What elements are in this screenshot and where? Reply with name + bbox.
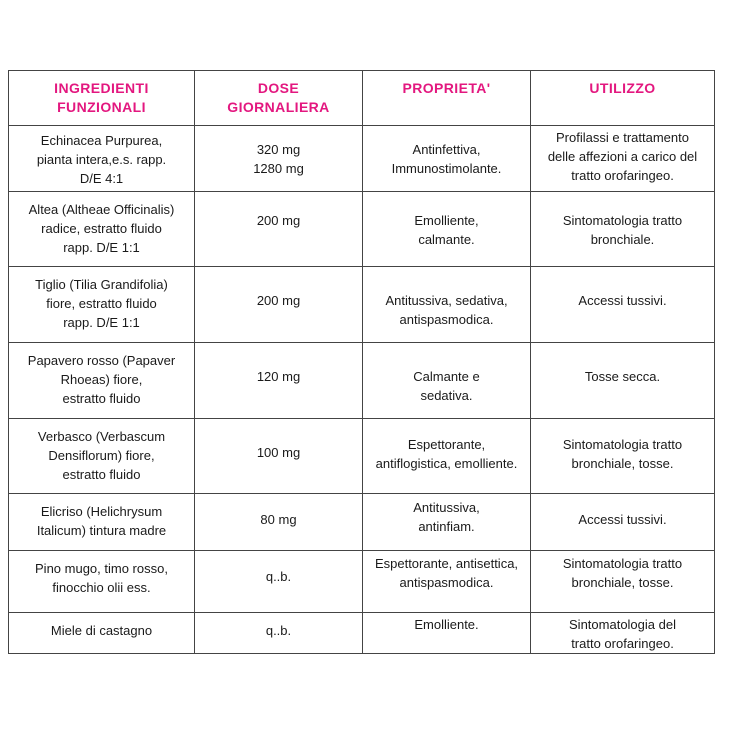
table-body bbox=[9, 126, 715, 654]
properties-cell bbox=[363, 267, 531, 343]
ingredient-cell bbox=[9, 267, 195, 343]
header-ingredients bbox=[9, 71, 195, 126]
table-row bbox=[9, 343, 715, 419]
ingredient-cell-text: Papavero rosso (Papaver Rhoeas) fiore, estratto fluido bbox=[27, 353, 176, 406]
ingredient-cell-text: Echinacea Purpurea, pianta intera,e.s. rapp. D/E 4:1 bbox=[36, 133, 167, 186]
ingredient-cell bbox=[9, 192, 195, 267]
dose-cell bbox=[195, 192, 363, 267]
usage-cell-text: Sintomatologia tratto bronchiale. bbox=[562, 213, 683, 247]
usage-cell bbox=[531, 551, 715, 613]
ingredient-cell bbox=[9, 419, 195, 494]
table-row bbox=[9, 192, 715, 267]
properties-cell bbox=[363, 126, 531, 192]
ingredients-table bbox=[8, 70, 715, 654]
dose-cell-text: 200 mg bbox=[256, 293, 301, 308]
usage-cell-text: Sintomatologia del tratto orofaringeo. bbox=[569, 617, 676, 651]
usage-cell bbox=[531, 343, 715, 419]
dose-cell-text: 120 mg bbox=[256, 369, 301, 384]
properties-cell-text: Espettorante, antiflogistica, emolliente. bbox=[375, 437, 518, 471]
dose-cell bbox=[195, 494, 363, 551]
table-row bbox=[9, 613, 715, 654]
properties-cell-text: Antinfettiva, Immunostimolante. bbox=[391, 142, 502, 176]
dose-cell bbox=[195, 613, 363, 654]
table-row bbox=[9, 267, 715, 343]
header-usage bbox=[531, 71, 715, 126]
properties-cell-text: Emolliente. bbox=[414, 617, 479, 632]
ingredient-cell bbox=[9, 343, 195, 419]
dose-cell-text: 100 mg bbox=[256, 445, 301, 460]
usage-cell bbox=[531, 419, 715, 494]
usage-cell-text: Profilassi e trattamento delle affezioni a carico del tratto orofaringeo. bbox=[547, 130, 698, 183]
properties-cell-text: Antitussiva, sedativa, antispasmodica. bbox=[385, 293, 508, 327]
usage-cell-text: Accessi tussivi. bbox=[578, 293, 667, 308]
dose-cell-text: q..b. bbox=[265, 623, 292, 638]
dose-cell-text: q..b. bbox=[265, 569, 292, 584]
dose-cell bbox=[195, 419, 363, 494]
usage-cell-text: Accessi tussivi. bbox=[578, 512, 667, 527]
properties-cell bbox=[363, 613, 531, 654]
properties-cell-text: Calmante e sedativa. bbox=[413, 369, 480, 403]
usage-cell bbox=[531, 494, 715, 551]
dose-cell-text: 200 mg bbox=[256, 213, 301, 228]
usage-cell-text: Sintomatologia tratto bronchiale, tosse. bbox=[562, 556, 683, 590]
ingredient-cell-text: Verbasco (Verbascum Densiflorum) fiore, estratto fluido bbox=[37, 429, 166, 482]
table-row bbox=[9, 419, 715, 494]
properties-cell bbox=[363, 494, 531, 551]
header-usage-label: UTILIZZO bbox=[589, 80, 656, 96]
dose-cell bbox=[195, 551, 363, 613]
table-header bbox=[9, 71, 715, 126]
ingredient-cell bbox=[9, 494, 195, 551]
ingredient-cell-text: Miele di castagno bbox=[50, 623, 153, 638]
dose-cell bbox=[195, 126, 363, 192]
dose-cell bbox=[195, 267, 363, 343]
usage-cell bbox=[531, 613, 715, 654]
header-properties bbox=[363, 71, 531, 126]
ingredient-cell-text: Elicriso (Helichrysum Italicum) tintura madre bbox=[36, 504, 167, 538]
header-dose bbox=[195, 71, 363, 126]
ingredient-cell-text: Altea (Altheae Officinalis) radice, estratto fluido rapp. D/E 1:1 bbox=[28, 202, 175, 255]
usage-cell bbox=[531, 126, 715, 192]
ingredient-cell-text: Pino mugo, timo rosso, finocchio olii ess. bbox=[35, 561, 168, 595]
dose-cell bbox=[195, 343, 363, 419]
table-row bbox=[9, 494, 715, 551]
usage-cell-text: Sintomatologia tratto bronchiale, tosse. bbox=[562, 437, 683, 471]
header-dose-label: DOSE GIORNALIERA bbox=[227, 80, 330, 115]
ingredient-cell-text: Tiglio (Tilia Grandifolia) fiore, estratto fluido rapp. D/E 1:1 bbox=[35, 277, 168, 330]
properties-cell bbox=[363, 192, 531, 267]
properties-cell bbox=[363, 419, 531, 494]
header-row bbox=[9, 71, 715, 126]
properties-cell bbox=[363, 551, 531, 613]
table-row bbox=[9, 551, 715, 613]
properties-cell bbox=[363, 343, 531, 419]
dose-cell-text: 80 mg bbox=[260, 512, 297, 527]
header-ingredients-label: INGREDIENTI FUNZIONALI bbox=[54, 80, 149, 115]
ingredient-cell bbox=[9, 613, 195, 654]
ingredient-cell bbox=[9, 551, 195, 613]
table-row bbox=[9, 126, 715, 192]
usage-cell bbox=[531, 192, 715, 267]
header-properties-label: PROPRIETA' bbox=[402, 80, 491, 96]
dose-cell-text: 320 mg 1280 mg bbox=[253, 142, 304, 176]
properties-cell-text: Antitussiva, antinfiam. bbox=[413, 500, 480, 534]
usage-cell bbox=[531, 267, 715, 343]
ingredient-cell bbox=[9, 126, 195, 192]
properties-cell-text: Espettorante, antisettica, antispasmodica. bbox=[374, 556, 519, 590]
usage-cell-text: Tosse secca. bbox=[584, 369, 661, 384]
properties-cell-text: Emolliente, calmante. bbox=[414, 213, 479, 247]
